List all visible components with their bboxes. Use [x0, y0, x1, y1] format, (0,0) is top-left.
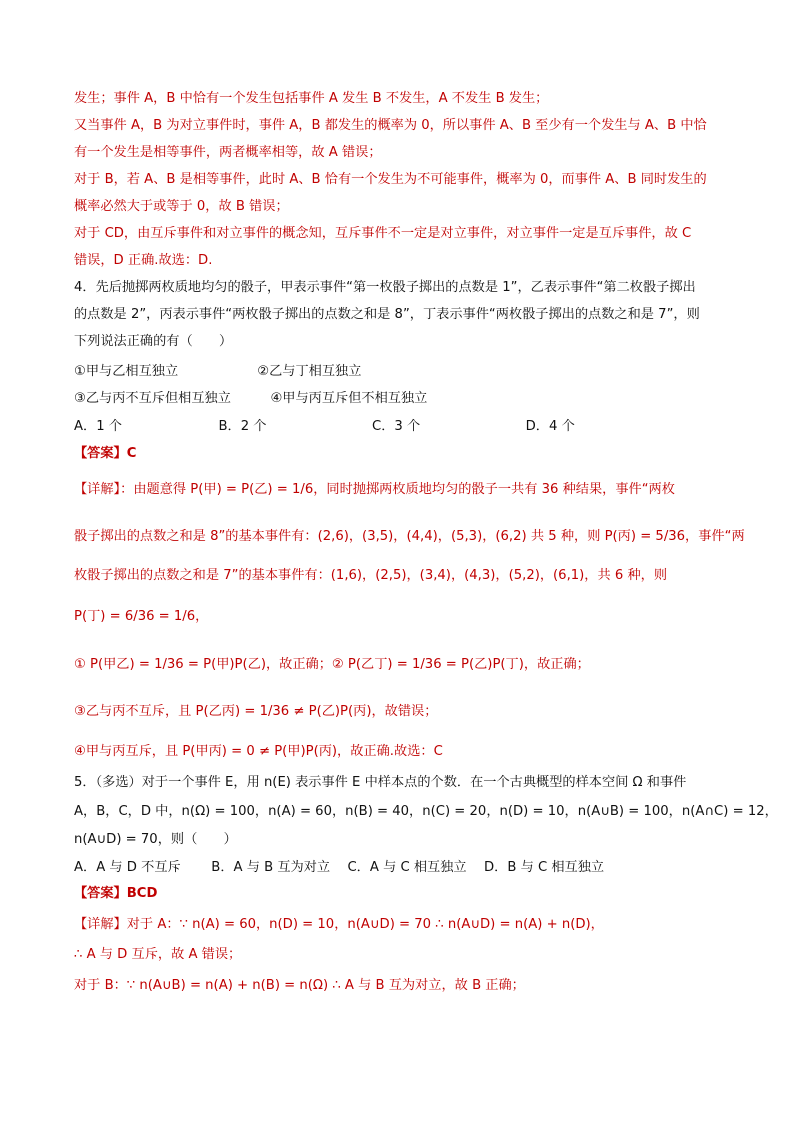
text-line: 【详解】对于 A：∵ n(A) = 60，n(D) = 10，n(A∪D) = 70 ∴ n(A∪D) = n(A) + n(D)，	[74, 917, 604, 932]
text-line: 5．（多选）对于一个事件 E，用 n(E) 表示事件 E 中样本点的个数．在一个古典概型的样本空间 Ω 和事件	[74, 775, 687, 790]
text-line: ∴ A 与 D 互斥，故 A 错误；	[74, 947, 242, 962]
text-line: 下列说法正确的有（ ）	[74, 334, 233, 349]
text-line: 骰子掷出的点数之和是 8”的基本事件有：(2,6)，(3,5)，(4,4)，(5,3)，(6,2) 共 5 种，则 P(丙) = 5/36，事件“两	[74, 529, 745, 544]
text-line: 【详解】：由题意得 P(甲) = P(乙) = 1/6，同时抛掷两枚质地均匀的骰子一共有 36 种结果，事件“两枚	[74, 482, 675, 497]
text-line: 发生；事件 A，B 中恰有一个发生包括事件 A 发生 B 不发生，A 不发生 B 发生；	[74, 91, 549, 106]
text-line: 概率必然大于或等于 0，故 B 错误；	[74, 199, 289, 214]
text-line: ①甲与乙相互独立 ②乙与丁相互独立	[74, 364, 362, 379]
text-line: 枚骰子掷出的点数之和是 7”的基本事件有：(1,6)，(2,5)，(3,4)，(4,3)，(5,2)，(6,1)，共 6 种，则	[74, 568, 668, 583]
text-line: n(A∪D) = 70，则（ ）	[74, 832, 237, 847]
text-line: 错误，D 正确.故选：D.	[74, 253, 213, 268]
text-line: 【答案】C	[74, 446, 137, 461]
text-line: ④甲与丙互斥，且 P(甲丙) = 0 ≠ P(甲)P(丙)，故正确.故选：C	[74, 744, 443, 759]
text-line: A，B，C，D 中，n(Ω) = 100，n(A) = 60，n(B) = 40，n(C) = 20，n(D) = 10，n(A∪B) = 100，n(A∩C) = 12，	[74, 804, 778, 819]
text-line: ③乙与丙不互斥，且 P(乙丙) = 1/36 ≠ P(乙)P(丙)，故错误；	[74, 704, 438, 719]
text-line: 对于 B，若 A、B 是相等事件，此时 A、B 恰有一个发生为不可能事件，概率为 0，而事件 A、B 同时发生的	[74, 172, 707, 187]
text-line: 又当事件 A，B 为对立事件时，事件 A，B 都发生的概率为 0，所以事件 A、B 至少有一个发生与 A、B 中恰	[74, 118, 707, 133]
text-line: 有一个发生是相等事件，两者概率相等，故 A 错误；	[74, 145, 382, 160]
text-line: A．1 个 B．2 个 C．3 个 D．4 个	[74, 419, 575, 434]
text-line: ③乙与丙不互斥但相互独立 ④甲与丙互斥但不相互独立	[74, 391, 428, 406]
text-line: 对于 B：∵ n(A∪B) = n(A) + n(B) = n(Ω) ∴ A 与 B 互为对立，故 B 正确；	[74, 978, 525, 993]
text-line: 对于 CD，由互斥事件和对立事件的概念知，互斥事件不一定是对立事件，对立事件一定是互斥事件，故 C	[74, 226, 692, 241]
text-line: P(丁) = 6/36 = 1/6，	[74, 609, 209, 624]
text-line: 【答案】BCD	[74, 886, 158, 901]
text-line: A．A 与 D 不互斥 B．A 与 B 互为对立 C．A 与 C 相互独立 D．B 与 C 相互独立	[74, 860, 605, 875]
text-line: ① P(甲乙) = 1/36 = P(甲)P(乙)，故正确；② P(乙丁) = 1/36 = P(乙)P(丁)，故正确；	[74, 657, 590, 672]
text-line: 的点数是 2”，丙表示事件“两枚骰子掷出的点数之和是 8”，丁表示事件“两枚骰子掷出的点数之和是 7”，则	[74, 307, 700, 322]
text-line: 4．先后抛掷两枚质地均匀的骰子，甲表示事件“第一枚骰子掷出的点数是 1”，乙表示事件“第二枚骰子掷出	[74, 280, 696, 295]
